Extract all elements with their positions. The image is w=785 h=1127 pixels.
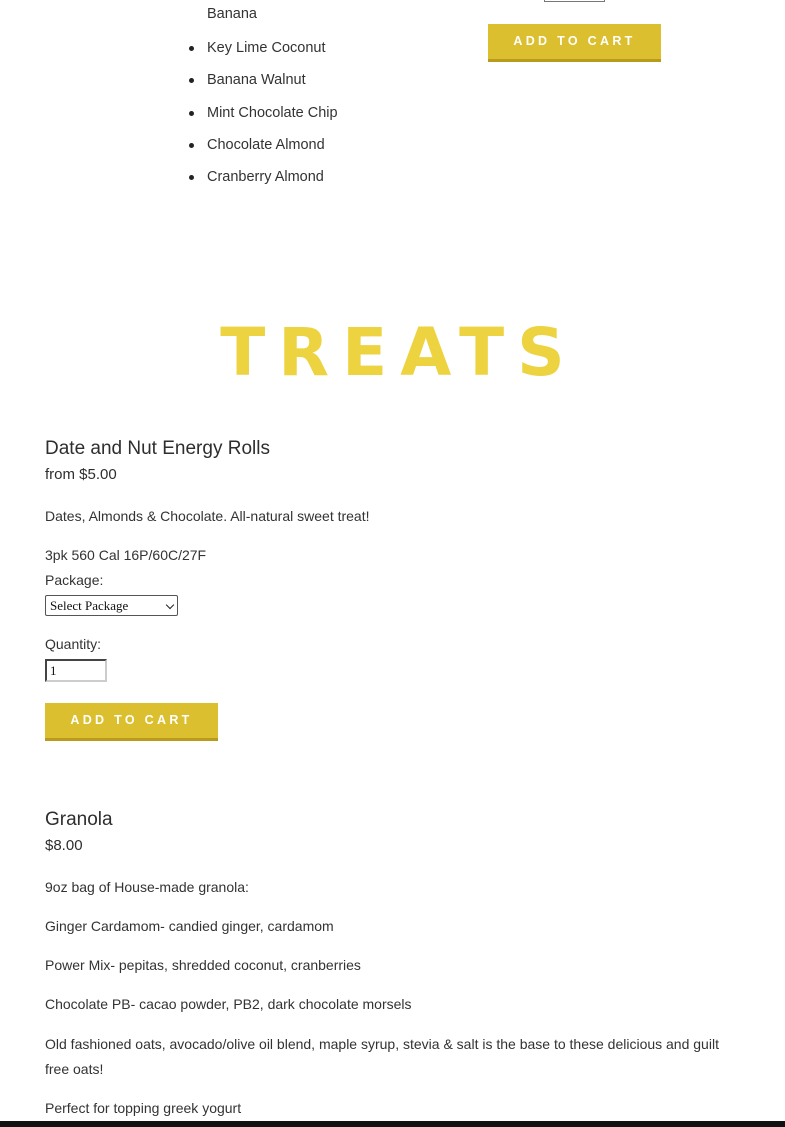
previous-quantity-input[interactable] <box>544 0 605 2</box>
bottom-bar <box>0 1121 785 1127</box>
chevron-down-icon <box>166 601 174 609</box>
product-description-line: Power Mix- pepitas, shredded coconut, cranberries <box>45 957 361 973</box>
add-to-cart-button[interactable]: ADD TO CART <box>45 703 218 741</box>
product-description-line: 9oz bag of House-made granola: <box>45 879 249 895</box>
flavor-item: Banana <box>207 6 257 22</box>
product-description-line: Ginger Cardamom- candied ginger, cardamom <box>45 918 334 934</box>
flavor-item: Cranberry Almond <box>189 161 338 193</box>
flavor-item: Mint Chocolate Chip <box>189 97 338 129</box>
flavor-item: Key Lime Coconut <box>189 32 338 64</box>
package-label: Package: <box>45 572 104 588</box>
quantity-label: Quantity: <box>45 636 102 652</box>
section-title: TREATS <box>220 314 578 391</box>
product-nutrition: 3pk 560 Cal 16P/60C/27F <box>45 547 207 563</box>
product-price: from $5.00 <box>45 466 117 483</box>
flavor-item: Banana Walnut <box>189 64 338 96</box>
flavor-list <box>189 0 338 193</box>
previous-add-to-cart-button[interactable]: ADD TO CART <box>488 24 661 62</box>
flavor-item: Chocolate Almond <box>189 129 338 161</box>
product-description-line: Old fashioned oats, avocado/olive oil blend, maple syrup, stevia & salt is the base to these delicious and guilt free oats! <box>45 1036 719 1077</box>
product-description-line: Perfect for topping greek yogurt <box>45 1100 242 1116</box>
product-price: $8.00 <box>45 837 83 854</box>
product-description-line: Chocolate PB- cacao powder, PB2, dark chocolate morsels <box>45 996 412 1012</box>
product-title[interactable]: Granola <box>45 809 113 830</box>
package-select[interactable] <box>45 595 178 616</box>
quantity-input[interactable]: 1 <box>45 659 107 682</box>
product-description: Dates, Almonds & Chocolate. All-natural sweet treat! <box>45 508 370 524</box>
package-select-value: Select Package <box>50 598 129 613</box>
product-title[interactable]: Date and Nut Energy Rolls <box>45 438 270 459</box>
